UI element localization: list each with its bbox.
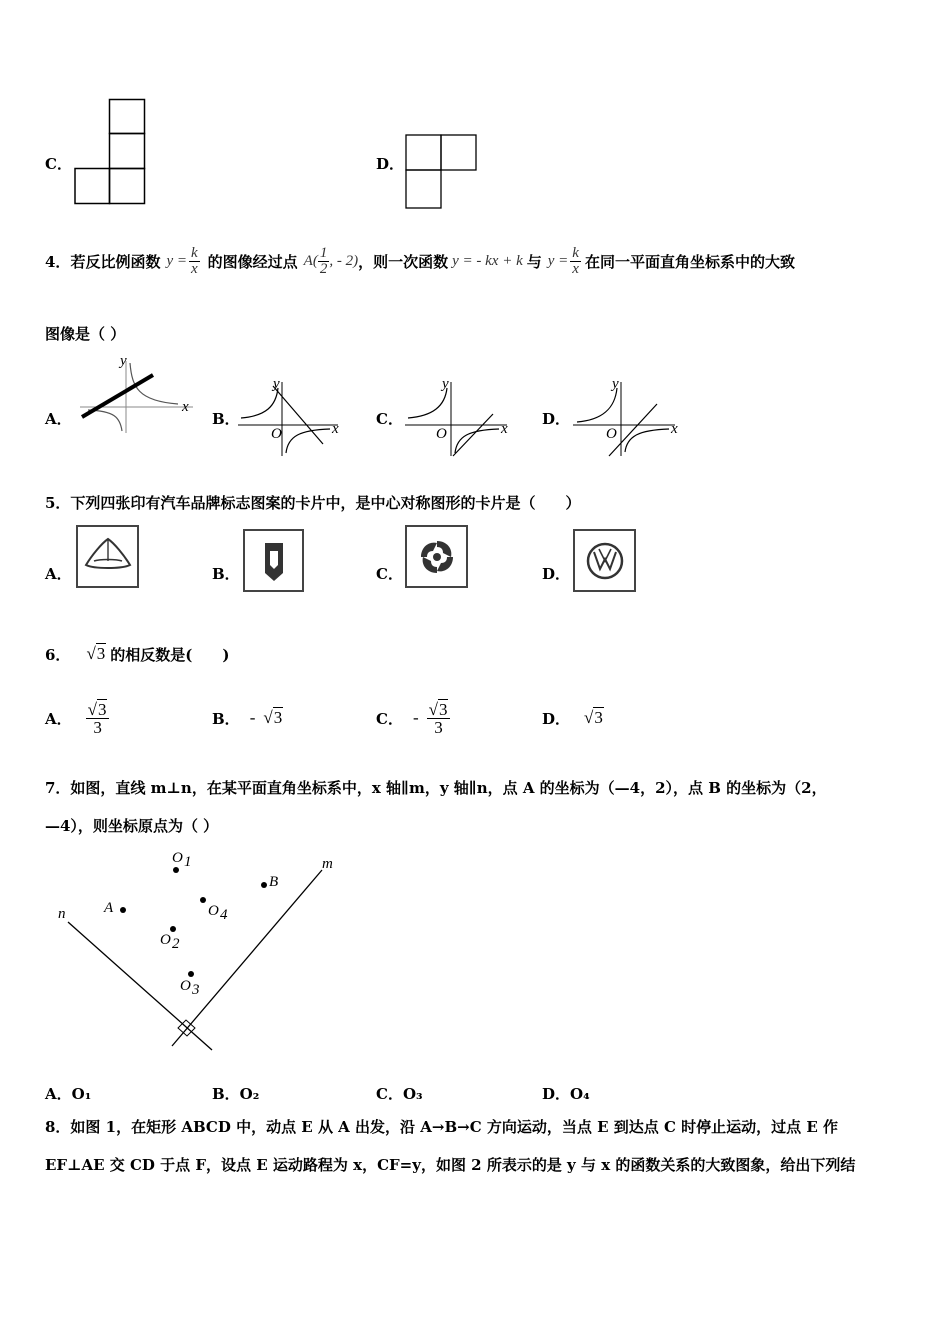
q3-option-c-figure [74,99,148,205]
q5-option-d-label: D． [542,565,571,583]
q4-fraction-half: $\frac{1}{2}$ [319,244,328,277]
q3-option-d-label: D． [376,155,405,173]
q7-label-b: B [269,874,279,890]
q4-point-a-pre: A( [303,252,318,269]
q8-question-line1: 8．如图 1，在矩形 ABCD 中，动点 E 从 A 出发，沿 A→B→C 方向运动，当点 E 到达点 C 时停止运动，过点 E 作 [45,1118,839,1136]
q3-option-c-label: C． [45,155,72,173]
q7-label-n: n [58,906,66,922]
q7-point-a [120,907,126,913]
q4-graph-d [573,378,685,458]
q4-text5: 在同一平面直角坐标系中的大致 [584,252,795,271]
q6-option-a-value: $\frac{√3}{3}$ [86,701,110,736]
q6-question [45,636,229,672]
q4-text3: ，则一次函数 [358,252,449,271]
q4-graph-c-x-label: x [501,421,508,437]
q4-option-c-label: C． [376,410,403,428]
q3-option-d-figure [405,134,477,210]
q4-graph-b-x-label: x [332,421,339,437]
q4-graph-b-origin-label: O [271,426,282,442]
q6-text: 的相反数是( ) [110,645,230,664]
q5-card-b-logo [243,529,305,593]
q7-label-o4-sub: 4 [220,907,228,923]
q4-graph-d-y-label: y [612,376,619,392]
q6-option-b-label: B． [212,709,240,728]
q4-text2: 的图像经过点 [207,252,298,271]
q7-label-o2-sub: 2 [172,936,180,952]
q6-option-a-label: A． [45,709,72,728]
q4-question-line1 [45,236,795,286]
q6-option-c-label: C． [376,709,403,728]
q7-option-d: D．O₄ [542,1085,590,1103]
q5-card-c-logo [405,525,469,589]
q6-option-b [212,692,283,744]
q6-option-c [376,692,450,744]
q5-option-a-label: A． [45,565,72,583]
q7-label-o4: O [208,903,219,919]
q7-label-o2: O [160,932,171,948]
q7-option-c: C．O₃ [376,1085,423,1103]
q7-point-b [261,882,267,888]
q4-fraction-k-over-x-1: $\frac{k}{x}$ [190,244,198,277]
q4-option-d-label: D． [542,410,571,428]
q4-graph-b-y-label: y [273,376,280,392]
q4-graph-d-origin-label: O [606,426,617,442]
q4-fraction-k-over-x-2: $\frac{k}{x}$ [572,244,579,277]
q6-option-d-value: √3 [584,708,603,727]
q7-label-o3: O [180,978,191,994]
q6-option-c-value: $\frac{√3}{3}$ [427,701,451,736]
q5-question: 5．下列四张印有汽车品牌标志图案的卡片中，是中心对称图形的卡片是（ ） [45,494,581,512]
q4-graph-a-x-label: x [182,399,189,415]
q5-card-a-logo [76,525,140,589]
q7-question-line2: —4），则坐标原点为（ ） [45,817,219,835]
q4-number: 4． [45,252,71,271]
q7-label-o1: O [172,850,183,866]
q5-option-c-label: C． [376,565,403,583]
q4-linear-function: y = - kx + k [452,252,523,269]
q7-point-o2 [170,926,176,932]
q7-label-m: m [322,856,333,872]
q4-y-eq-1: y = [166,252,187,269]
q4-option-b-label: B． [212,410,240,428]
q7-question-line1: 7．如图，直线 m⊥n，在某平面直角坐标系中，x 轴∥m，y 轴∥n，点 A 的坐标为（—4，2），点 B 的坐标为（2， [45,779,827,797]
q4-question-line2: 图像是（ ） [45,325,126,343]
q8-question-line2: EF⊥AE 交 CD 于点 F，设点 E 运动路程为 x，CF=y，如图 2 所表示的是 y 与 x 的函数关系的大致图象，给出下列结 [45,1156,856,1174]
q4-graph-c-y-label: y [442,376,449,392]
q6-number: 6． [45,645,71,664]
q4-graph-a [78,355,200,435]
q4-graph-d-x-label: x [671,421,678,437]
q6-option-c-sign: - [412,708,419,727]
q7-option-b: B．O₂ [212,1085,260,1103]
q5-option-b-label: B． [212,565,240,583]
q7-label-o1-sub: 1 [184,854,192,870]
q4-graph-c-origin-label: O [436,426,447,442]
q7-figure [50,850,340,1055]
q7-point-o4 [200,897,206,903]
q5-card-d-logo [573,529,637,593]
q6-option-d-label: D． [542,709,571,728]
q4-text4: 与 [526,252,542,271]
q4-graph-b [238,378,346,458]
q6-option-d [542,692,604,744]
q4-text1: 若反比例函数 [70,252,161,271]
q7-label-o3-sub: 3 [192,982,200,998]
q6-option-a [45,692,109,744]
q4-graph-a-y-label: y [120,353,127,369]
q4-graph-c [405,378,517,458]
q7-option-a: A．O₁ [45,1085,92,1103]
q4-y-eq-2: y = [547,252,569,269]
q6-option-b-sign: - [249,708,256,727]
q6-option-b-value: √3 [263,708,283,727]
q4-point-a-post: , - 2) [329,252,359,269]
q6-sqrt3: √3 [86,644,106,663]
q7-label-a: A [104,900,114,916]
q7-point-o3 [188,971,194,977]
q7-point-o1 [173,867,179,873]
q4-option-a-label: A． [45,410,72,428]
